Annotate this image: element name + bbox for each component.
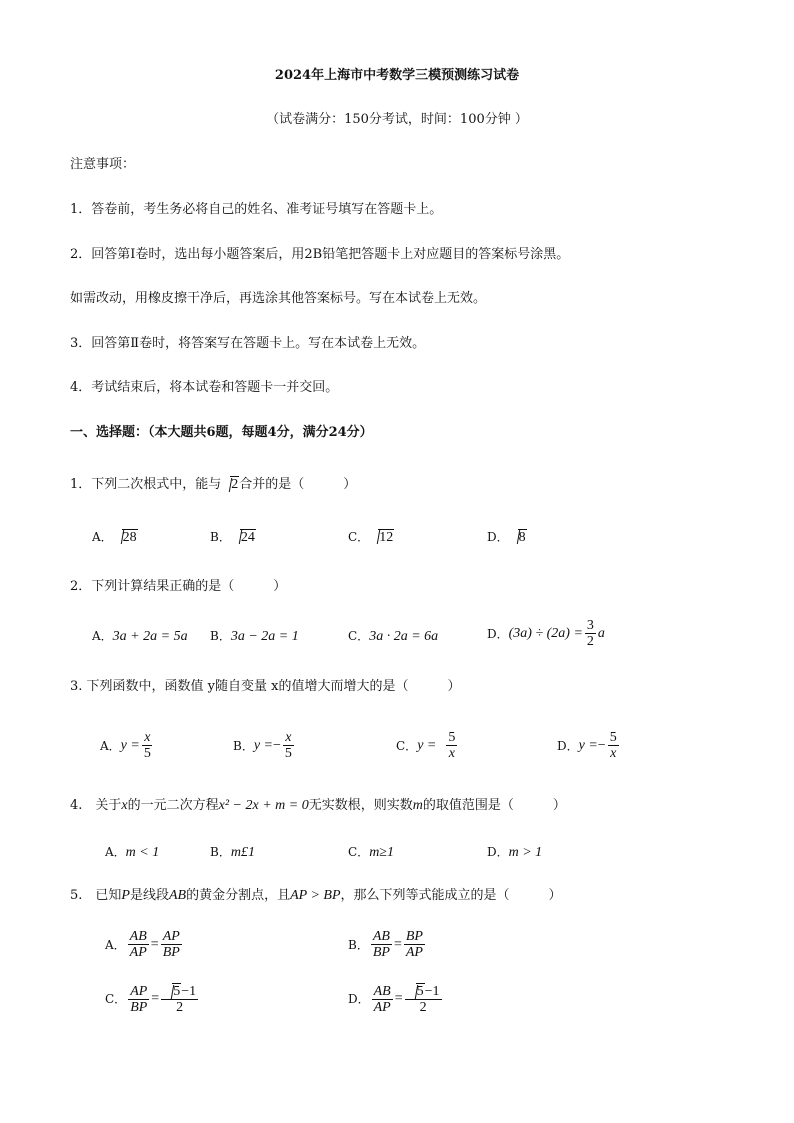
- sqrt-expression: [509, 528, 527, 546]
- option-label: B．: [210, 845, 231, 859]
- question-5-option-a: [105, 929, 184, 960]
- math-expression: y =: [253, 737, 273, 753]
- numerator: AB: [129, 929, 147, 944]
- question-stem-text: 5. 已知: [70, 888, 122, 903]
- option-label: D．: [348, 992, 370, 1006]
- math-expression: m < 1: [125, 845, 160, 860]
- radicand: 12: [379, 530, 394, 545]
- denominator: AP: [129, 945, 147, 960]
- equals-sign: =: [150, 936, 159, 952]
- radicand: 5: [173, 984, 181, 999]
- equals-sign: =: [394, 991, 403, 1006]
- option-label: B．: [233, 738, 254, 753]
- denominator: x: [448, 746, 455, 761]
- numerator: AP: [162, 929, 180, 944]
- math-variable: x: [121, 798, 128, 813]
- option-label: A．: [105, 937, 126, 952]
- option-label: D．: [487, 845, 509, 859]
- question-2-option-c: [348, 627, 438, 646]
- option-label: C．: [348, 845, 370, 859]
- question-stem-text: 4. 关于: [70, 798, 122, 813]
- option-label: B．: [210, 629, 231, 643]
- math-expression: m > 1: [508, 845, 543, 860]
- question-stem-text: 无实数根，则实数: [308, 798, 413, 813]
- math-expression: 3a · 2a = 6a: [369, 629, 439, 644]
- option-label: A．: [105, 845, 126, 859]
- sqrt-expression: [231, 528, 256, 546]
- denominator: AP: [373, 999, 391, 1015]
- math-sign: −: [597, 737, 606, 753]
- numerator: 5: [448, 730, 456, 745]
- fraction: [404, 929, 425, 960]
- question-2-option-d: [487, 618, 605, 649]
- radicand: 2: [231, 477, 239, 492]
- question-4-stem: [70, 797, 566, 815]
- numerator: AB: [372, 929, 390, 944]
- fraction: [128, 929, 149, 960]
- math-expression: x² − 2x + m = 0: [218, 798, 309, 813]
- fraction: [283, 730, 294, 761]
- option-label: A．: [100, 738, 121, 753]
- math-expression: 3a − 2a = 1: [230, 629, 299, 644]
- numerator: x: [285, 730, 292, 745]
- sqrt-expression: [113, 528, 138, 546]
- option-label: D．: [557, 738, 579, 753]
- option-label: B．: [210, 530, 231, 544]
- option-label: C．: [348, 629, 370, 643]
- question-1-stem: [70, 476, 356, 494]
- question-4-option-c: [348, 843, 394, 862]
- radicand: 24: [240, 530, 255, 545]
- option-label: B．: [348, 937, 369, 952]
- math-expression: y =: [120, 737, 140, 753]
- numerator: 5: [609, 730, 617, 745]
- denominator: 5: [143, 746, 151, 761]
- denominator: BP: [130, 999, 148, 1015]
- numerator-tail: −1: [424, 984, 440, 999]
- denominator: 2: [586, 634, 594, 649]
- numerator: AP: [130, 983, 148, 999]
- denominator: AP: [405, 945, 423, 960]
- fraction: [161, 983, 198, 1015]
- equals-sign: =: [393, 936, 402, 952]
- numerator: x: [144, 730, 151, 745]
- question-2-option-a: [92, 627, 188, 646]
- question-5-option-b: [348, 929, 427, 960]
- denominator: BP: [162, 945, 180, 960]
- math-expression: m£1: [230, 845, 255, 860]
- section-heading: 一、选择题：（本大题共6题，每题4分，满分24分）: [70, 425, 373, 440]
- question-2-stem: 2．下列计算结果正确的是（ ）: [70, 579, 287, 594]
- note-item: 2．回答第Ⅰ卷时，选出每小题答案后，用2B铅笔把答题卡上对应题目的答案标号涂黑。: [70, 247, 570, 262]
- exam-subtitle: （试卷满分：150分考试，时间：100分钟 ）: [266, 112, 528, 127]
- sqrt-expression: [163, 983, 181, 999]
- notes-heading: 注意事项：: [70, 157, 136, 172]
- question-3-stem: 3. 下列函数中，函数值 y随自变量 x的值增大而增大的是（ ）: [70, 679, 461, 694]
- question-stem-text: 1．下列二次根式中，能与: [70, 477, 222, 492]
- equals-sign: =: [151, 991, 160, 1006]
- question-3-option-d: [557, 730, 621, 761]
- option-label: A．: [92, 530, 113, 544]
- option-label: C．: [348, 530, 370, 544]
- fraction: [405, 983, 442, 1015]
- math-expression: 3a + 2a = 5a: [112, 629, 188, 644]
- question-5-option-c: [105, 983, 200, 1015]
- sqrt-expression: [369, 528, 394, 546]
- option-label: D．: [487, 530, 509, 544]
- question-1-option-b: [210, 528, 256, 546]
- option-label: D．: [487, 626, 509, 641]
- question-stem-text: ，那么下列等式能成立的是（ ）: [340, 888, 562, 903]
- fraction: [142, 730, 153, 761]
- radicand: 8: [518, 530, 526, 545]
- denominator: 5: [284, 746, 292, 761]
- math-expression: m≥1: [369, 845, 394, 860]
- fraction: [371, 929, 392, 960]
- radicand: 5: [416, 984, 424, 999]
- math-expression: AP > BP: [290, 888, 341, 903]
- question-1-option-d: [487, 528, 527, 546]
- sqrt-expression: [407, 983, 425, 999]
- fraction: [161, 929, 182, 960]
- math-expression: a: [597, 625, 605, 641]
- numerator: BP: [405, 929, 423, 944]
- numerator-tail: −1: [181, 984, 197, 999]
- question-stem-text: 的一元二次方程: [127, 798, 219, 813]
- option-label: A．: [92, 629, 113, 643]
- question-4-option-d: [487, 843, 542, 862]
- note-item: 3．回答第Ⅱ卷时，将答案写在答题卡上。写在本试卷上无效。: [70, 336, 426, 351]
- numerator: 3: [586, 618, 594, 633]
- note-item: 如需改动，用橡皮擦干净后，再选涂其他答案标号。写在本试卷上无效。: [70, 291, 487, 306]
- question-2-option-b: [210, 627, 299, 646]
- question-stem-text: 是线段: [129, 888, 169, 903]
- numerator: AB: [373, 983, 391, 999]
- denominator: x: [610, 746, 617, 761]
- math-variable: P: [121, 888, 130, 903]
- question-stem-text: 的取值范围是（ ）: [422, 798, 566, 813]
- option-label: C．: [396, 738, 418, 753]
- math-variable: AB: [168, 888, 187, 903]
- question-1-option-a: [92, 528, 138, 546]
- question-5-stem: [70, 887, 562, 905]
- question-3-option-a: [100, 730, 155, 761]
- fraction: [128, 984, 149, 1015]
- math-expression: (3a) ÷ (2a) =: [508, 625, 583, 641]
- question-1-option-c: [348, 528, 394, 546]
- page-title: 2024年上海市中考数学三模预测练习试卷: [274, 68, 520, 83]
- math-expression: y =: [417, 737, 437, 753]
- fraction: [608, 730, 619, 761]
- option-label: C．: [105, 992, 127, 1006]
- question-stem-text: 合并的是（ ）: [239, 477, 357, 492]
- math-variable: m: [412, 798, 423, 813]
- denominator: 2: [176, 1000, 184, 1015]
- radicand: 28: [122, 530, 137, 545]
- question-4-option-a: [105, 843, 159, 862]
- sqrt-expression: [221, 476, 239, 494]
- question-5-option-d: [348, 983, 444, 1015]
- fraction: [372, 984, 393, 1015]
- math-sign: −: [273, 737, 281, 753]
- denominator: BP: [372, 945, 390, 960]
- note-item: 1．答卷前，考生务必将自己的姓名、准考证号填写在答题卡上。: [70, 202, 443, 217]
- denominator: 2: [419, 1000, 427, 1015]
- question-4-option-b: [210, 843, 255, 862]
- fraction: [446, 730, 457, 761]
- math-expression: y =: [578, 737, 598, 753]
- fraction: [585, 618, 596, 649]
- question-3-option-c: [396, 730, 459, 761]
- question-3-option-b: [233, 730, 296, 761]
- note-item: 4．考试结束后，将本试卷和答题卡一并交回。: [70, 380, 339, 395]
- question-stem-text: 的黄金分割点，且: [186, 888, 291, 903]
